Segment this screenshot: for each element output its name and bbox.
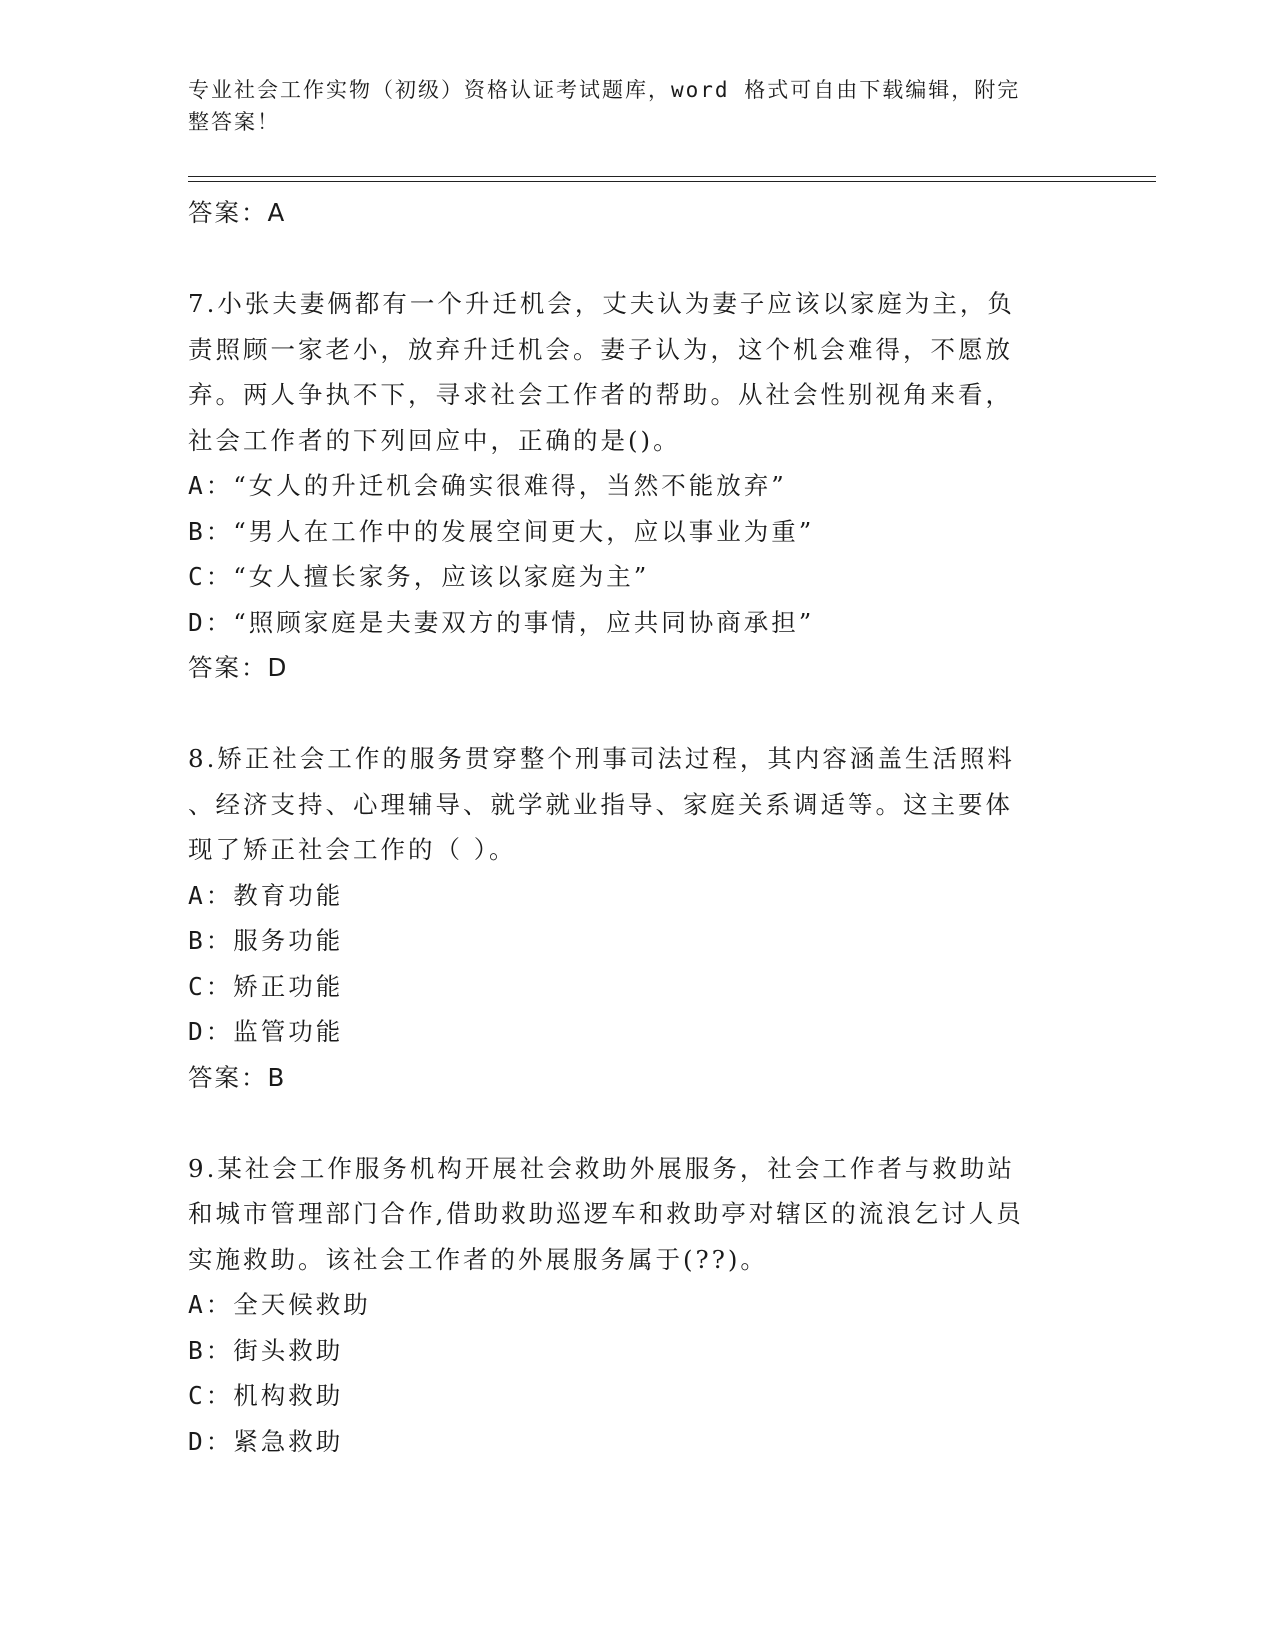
- spacer: [188, 236, 1088, 282]
- document-body: [188, 190, 1088, 1464]
- option-letter: B：: [188, 926, 234, 955]
- option-text: “男人在工作中的发展空间更大，应以事业为重”: [233, 516, 815, 546]
- option-letter: D：: [188, 607, 234, 637]
- question-text-line: 和城市管理部门合作,借助救助巡逻车和救助亭对辖区的流浪乞讨人员: [188, 1199, 1024, 1228]
- option-text: 矫正功能: [233, 971, 344, 1001]
- answer-line: 答案：A: [188, 198, 287, 227]
- question-text-line: 现了矫正社会工作的（ ）。: [188, 835, 517, 864]
- spacer: [188, 1100, 1088, 1146]
- option-a: [188, 463, 1088, 509]
- option-text: 教育功能: [233, 880, 344, 910]
- question-8: [188, 736, 1088, 1100]
- question-text-line: 社会工作者的下列回应中，正确的是()。: [188, 425, 681, 455]
- option-c: [188, 964, 1088, 1010]
- option-text: 紧急救助: [233, 1426, 344, 1456]
- question-text-line: 、经济支持、心理辅导、就学就业指导、家庭关系调适等。这主要体: [188, 789, 1013, 819]
- option-text: 街头救助: [233, 1335, 344, 1365]
- option-letter: D：: [188, 1426, 234, 1456]
- option-letter: C：: [188, 562, 234, 591]
- header-rule-top: [188, 176, 1156, 177]
- header-rule-bottom: [188, 181, 1156, 182]
- option-letter: D：: [188, 1017, 234, 1046]
- option-b: [188, 509, 1088, 555]
- option-d: [188, 1009, 1088, 1055]
- option-b: [188, 1328, 1088, 1374]
- option-d: [188, 1419, 1088, 1465]
- question-text-line: 9.某社会工作服务机构开展社会救助外展服务，社会工作者与救助站: [188, 1153, 1015, 1183]
- option-letter: B：: [188, 1335, 234, 1365]
- option-b: [188, 918, 1088, 964]
- question-text-line: 实施救助。该社会工作者的外展服务属于(??)。: [188, 1244, 768, 1274]
- option-text: 服务功能: [233, 926, 344, 955]
- question-text-line: 7.小张夫妻俩都有一个升迁机会，丈夫认为妻子应该以家庭为主，负: [188, 289, 1015, 318]
- option-letter: A：: [188, 471, 234, 500]
- option-text: 监管功能: [233, 1017, 344, 1046]
- header-line-2: 整答案！: [188, 110, 280, 134]
- option-letter: B：: [188, 516, 234, 546]
- option-text: “照顾家庭是夫妻双方的事情，应共同协商承担”: [233, 607, 815, 637]
- document-header: [188, 74, 1068, 138]
- header-line-1: 专业社会工作实物（初级）资格认证考试题库，word 格式可自由下载编辑，附完: [188, 78, 1021, 102]
- option-c: [188, 1373, 1088, 1419]
- option-text: 机构救助: [233, 1381, 344, 1410]
- option-d: [188, 600, 1088, 646]
- option-letter: C：: [188, 1381, 234, 1410]
- option-text: “女人的升迁机会确实很难得，当然不能放弃”: [233, 471, 787, 500]
- question-text-line: 弃。两人争执不下，寻求社会工作者的帮助。从社会性别视角来看，: [188, 380, 1013, 409]
- question-text-line: 责照顾一家老小，放弃升迁机会。妻子认为，这个机会难得，不愿放: [188, 334, 1013, 364]
- option-letter: A：: [188, 1290, 234, 1319]
- option-a: [188, 1282, 1088, 1328]
- answer-line: 答案：D: [188, 653, 289, 682]
- question-7: [188, 281, 1088, 691]
- option-letter: A：: [188, 880, 234, 910]
- option-a: [188, 873, 1088, 919]
- option-c: [188, 554, 1088, 600]
- option-letter: C：: [188, 971, 234, 1001]
- option-text: “女人擅长家务，应该以家庭为主”: [233, 562, 650, 591]
- option-text: 全天候救助: [233, 1290, 371, 1319]
- answer-line: 答案：B: [188, 1062, 287, 1092]
- question-9: [188, 1146, 1088, 1465]
- question-text-line: 8.矫正社会工作的服务贯穿整个刑事司法过程，其内容涵盖生活照料: [188, 744, 1015, 773]
- spacer: [188, 691, 1088, 737]
